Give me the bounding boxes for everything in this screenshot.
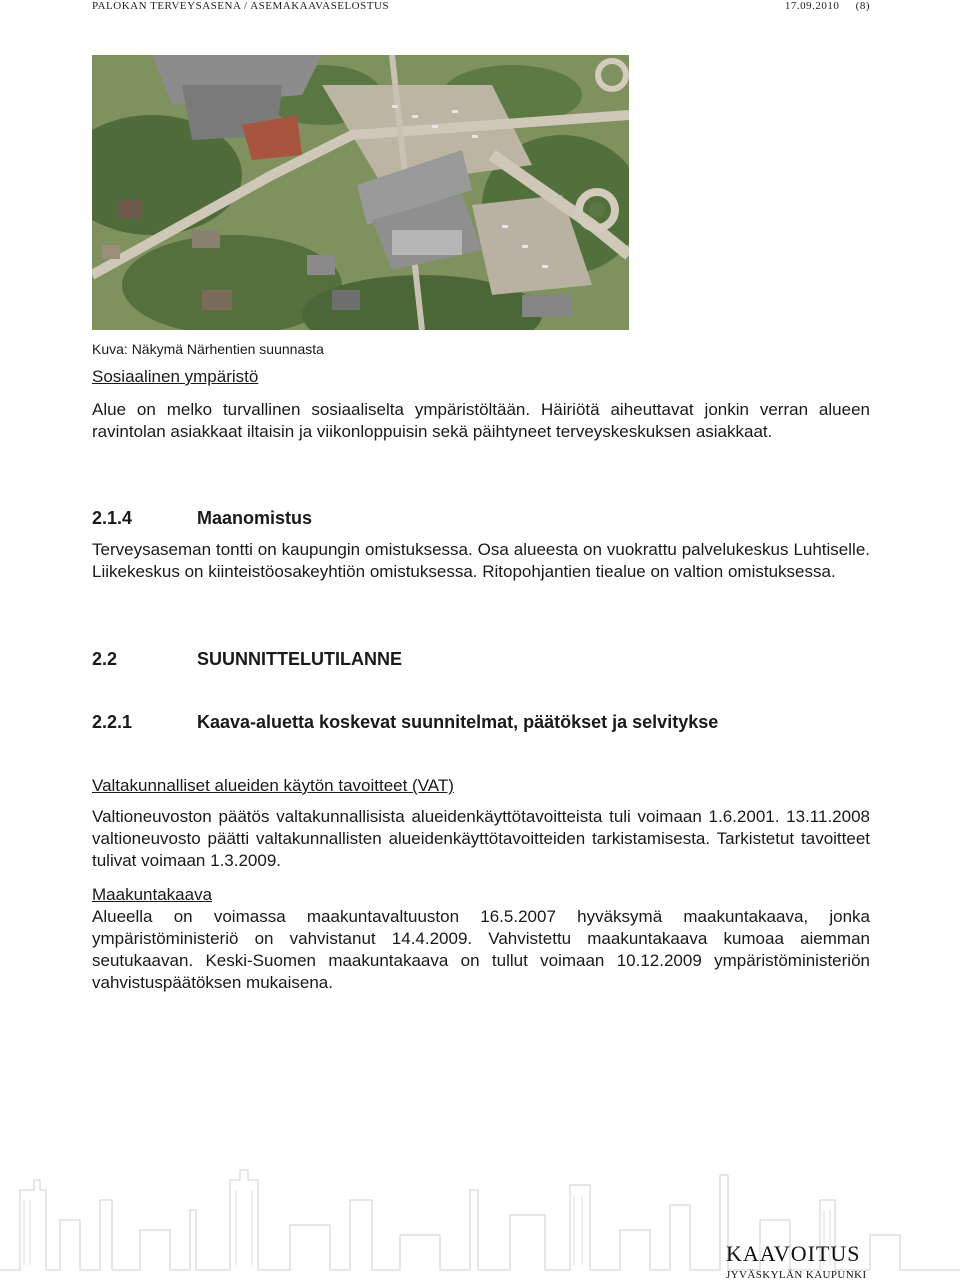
page-header — [92, 0, 870, 14]
aerial-photo-illustration — [92, 55, 629, 330]
section-2-2-heading — [92, 648, 870, 670]
section-title: Maanomistus — [197, 508, 313, 528]
maakuntakaava-heading: Maakuntakaava — [92, 885, 213, 904]
vat-heading: Valtakunnalliset alueiden käytön tavoitteet (VAT) — [92, 776, 454, 795]
social-environment-text: Alue on melko turvallinen sosiaaliselta ympäristöltään. Häiriötä aiheuttavat jonkin verran alueen ravintolan asiakkaat iltaisin ja viikonloppuisin sekä päihtyneet terveyskeskuksen asiakkaat. — [92, 400, 870, 441]
maakuntakaava-text: Alueella on voimassa maakuntavaltuuston 16.5.2007 hyväksymä maakuntakaava, jonka ympäristöministeriö on vahvistanut 14.4.2009. Vahvistettu maakuntakaava kumoaa aiemman seutukaavan. Keski-Suomen maakuntakaava on tullut voimaan 10.12.2009 ympäristöministeriön vahvistuspäätöksen mukaisena. — [92, 907, 870, 992]
section-number: 2.2 — [92, 649, 118, 669]
section-2-1-4-heading — [92, 507, 870, 529]
aerial-photo — [92, 55, 629, 330]
section-number: 2.2.1 — [92, 712, 133, 732]
section-number: 2.1.4 — [92, 508, 133, 528]
land-ownership-text: Terveysaseman tontti on kaupungin omistuksessa. Osa alueesta on vuokrattu palvelukeskus Luhtiselle. Liikekeskus on kiinteistöosakeyhtiön omistuksessa. Ritopohjantien tiealue on valtion omistuksessa. — [92, 540, 870, 581]
vat-text: Valtioneuvoston päätös valtakunnallisista alueidenkäyttötavoitteista tuli voimaan 1.6.2001. 13.11.2008 valtioneuvosto päätti valtakunnallisten alueidenkäyttötavoitteiden tarkistamisesta. Tarkistetut tavoitteet tulivat voimaan 1.3.2009. — [92, 807, 870, 870]
section-title: SUUNNITTELUTILANNE — [197, 649, 402, 669]
social-environment-heading: Sosiaalinen ympäristö — [92, 367, 259, 386]
kaavoitus-logo — [726, 1242, 906, 1282]
logo-main-text: KAAVOITUS — [726, 1241, 861, 1266]
date-page-number: 17.09.2010 (8) — [784, 0, 870, 12]
photo-caption: Kuva: Näkymä Närhentien suunnasta — [92, 341, 324, 357]
section-2-2-1-heading — [92, 711, 870, 733]
logo-sub-text: JYVÄSKYLÄN KAUPUNKI — [726, 1269, 867, 1281]
document-title: PALOKAN TERVEYSASENA / ASEMAKAAVASELOSTUS — [92, 0, 390, 12]
section-title: Kaava-aluetta koskevat suunnitelmat, päätökset ja selvitykse — [197, 712, 719, 732]
